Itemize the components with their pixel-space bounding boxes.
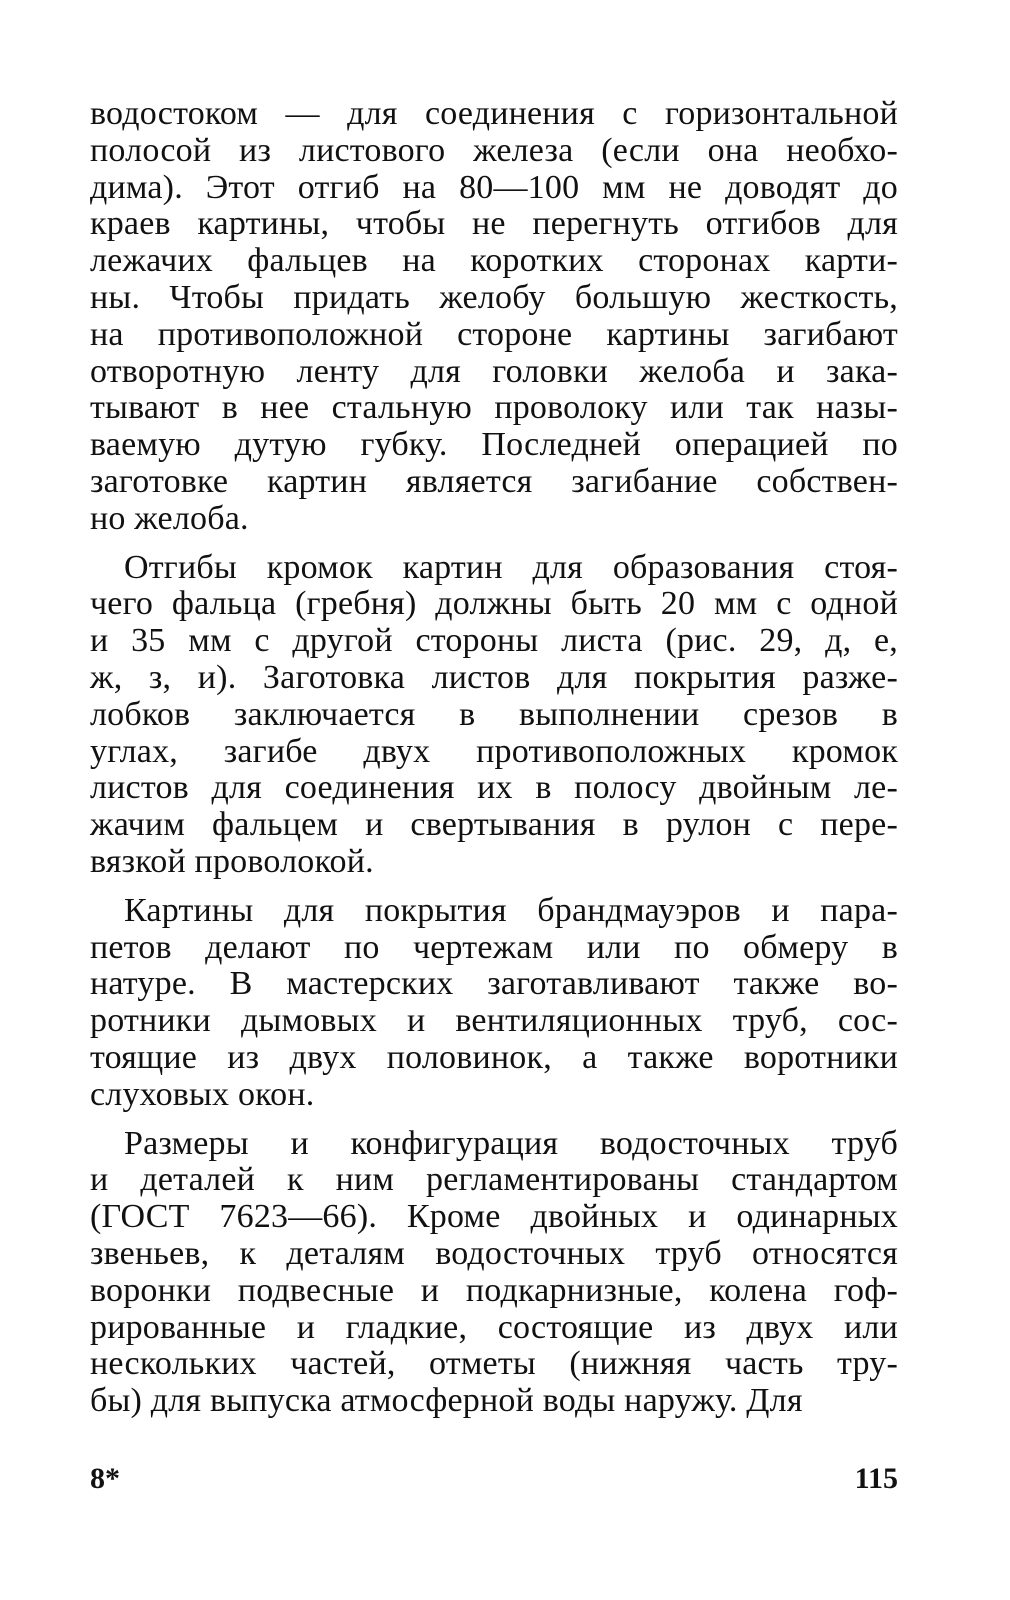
text-line: Отгибы кромок картин для образования стоя- — [124, 548, 898, 586]
text-line: звеньев, к деталям водосточных труб относятся — [90, 1234, 898, 1272]
paragraph — [90, 550, 898, 881]
paragraph — [90, 1126, 898, 1420]
text-line: тоящие из двух половинок, а также воротники — [90, 1038, 898, 1076]
text-line: на противоположной стороне картины загибают — [90, 315, 898, 353]
text-line: но желоба. — [90, 499, 249, 537]
paragraph-gap — [90, 1114, 898, 1126]
paragraph-gap — [90, 538, 898, 550]
text-line: нескольких частей, отметы (нижняя часть тру- — [90, 1345, 898, 1383]
text-line: и деталей к ним регламентированы стандартом — [90, 1161, 898, 1199]
text-line: (ГОСТ 7623—66). Кроме двойных и одинарных — [90, 1198, 898, 1236]
page-number: 115 — [854, 1462, 898, 1495]
text-line: жачим фальцем и свертывания в рулон с пере- — [90, 806, 898, 844]
text-line: бы) для выпуска атмосферной воды наружу. Для — [90, 1382, 803, 1420]
text-line: петов делают по чертежам или по обмеру в — [90, 928, 898, 966]
paragraph — [90, 893, 898, 1114]
page-footer — [90, 1462, 898, 1502]
text-line: ваемую дутую губку. Последней операцией по — [90, 426, 898, 464]
text-line: дима). Этот отгиб на 80—100 мм не доводят до — [90, 168, 898, 206]
text-line: слуховых окон. — [90, 1075, 315, 1113]
text-line: вязкой проволокой. — [90, 842, 374, 880]
text-line: и 35 мм с другой стороны листа (рис. 29, д, е, — [90, 622, 898, 660]
text-line: краев картины, чтобы не перегнуть отгибов для — [90, 205, 898, 243]
paragraph-gap — [90, 881, 898, 893]
text-line: углах, загибе двух противоположных кромок — [90, 732, 898, 770]
text-line: ж, з, и). Заготовка листов для покрытия разже- — [90, 658, 898, 696]
text-line: воронки подвесные и подкарнизные, колена гоф- — [90, 1271, 898, 1309]
text-line: отворотную ленту для головки желоба и зака- — [90, 352, 898, 390]
text-line: натуре. В мастерских заготавливают также во- — [90, 965, 898, 1003]
text-line: водостоком — для соединения с горизонтальной — [90, 95, 898, 132]
paragraph — [90, 96, 898, 538]
text-line: Картины для покрытия брандмауэров и пара- — [124, 891, 898, 929]
text-line: листов для соединения их в полосу двойным ле- — [90, 769, 898, 807]
text-line: рированные и гладкие, состоящие из двух или — [90, 1308, 898, 1346]
text-line: чего фальца (гребня) должны быть 20 мм с одной — [90, 585, 898, 623]
text-line: Размеры и конфигурация водосточных труб — [124, 1124, 898, 1162]
text-line: ны. Чтобы придать желобу большую жесткость, — [90, 278, 898, 316]
text-line: лобков заключается в выполнении срезов в — [90, 695, 898, 733]
page-body — [90, 96, 898, 1420]
text-line: ротники дымовых и вентиляционных труб, сос- — [90, 1002, 898, 1040]
text-line: заготовке картин является загибание собствен- — [90, 462, 898, 500]
text-line: полосой из листового железа (если она необхо- — [90, 131, 898, 169]
signature-mark: 8* — [90, 1462, 120, 1495]
text-line: лежачих фальцев на коротких сторонах карти- — [90, 242, 898, 280]
text-line: тывают в нее стальную проволоку или так назы- — [90, 389, 898, 427]
